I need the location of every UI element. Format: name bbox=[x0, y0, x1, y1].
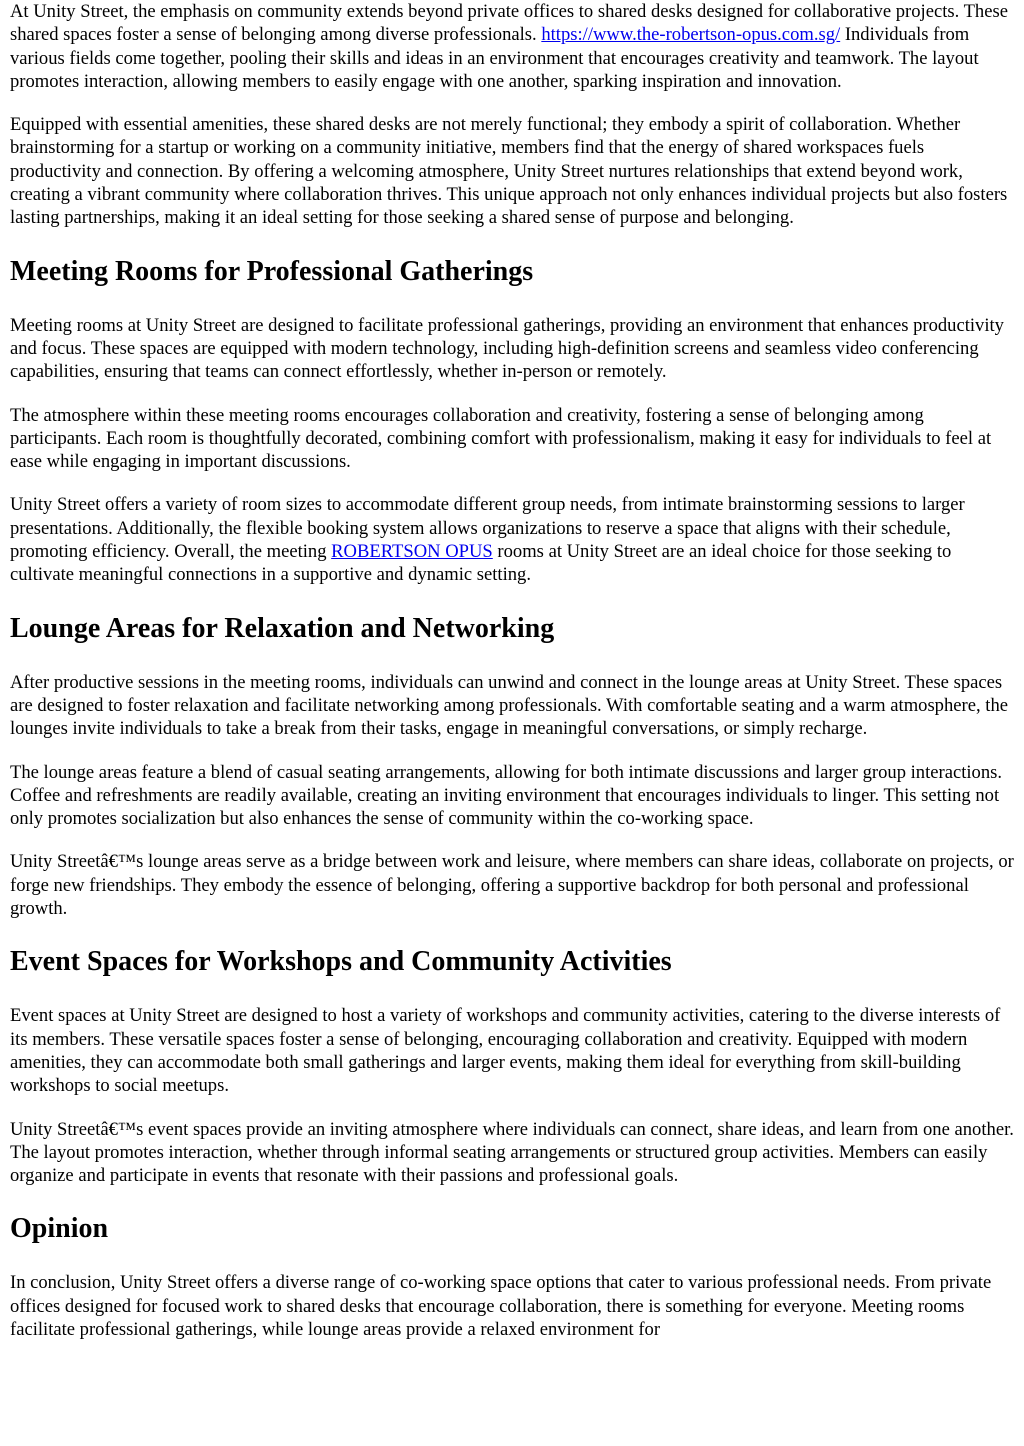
lounge-paragraph-bridge: Unity Streetâ€™s lounge areas serve as a bridge between work and leisure, where members can share ideas, collaborate on projects, or forge new friendships. They embody the essence of belonging, offering a supportive backdrop for both personal and professional growth. bbox=[10, 851, 1014, 920]
robertson-opus-url-link[interactable]: https://www.the-robertson-opus.com.sg/ bbox=[541, 24, 841, 46]
lounge-paragraph-seating: The lounge areas feature a blend of casual seating arrangements, allowing for both intimate discussions and larger group interactions. Coffee and refreshments are readily available, creating an inviting environment that encourages individuals to linger. This setting not only promotes socialization but also enhances the sense of community within the co-working space. bbox=[10, 761, 1003, 830]
meeting-text-after-link: rooms at Unity Street are an ideal choice for those seeking to cultivate meaningful connections in a supportive and dynamic setting. bbox=[10, 541, 952, 586]
event-spaces-heading: Event Spaces for Workshops and Community Activities bbox=[10, 946, 672, 978]
opinion-heading: Opinion bbox=[10, 1213, 109, 1245]
events-paragraph-atmosphere: Unity Streetâ€™s event spaces provide an inviting atmosphere where individuals can connect, share ideas, and learn from one another. The layout promotes interaction, whether through informal seating arrangements or structured group activities. Members can easily organize and participate in events that resonate with their passions and professional goals. bbox=[10, 1118, 1014, 1187]
lounge-areas-heading: Lounge Areas for Relaxation and Networking bbox=[10, 612, 555, 644]
events-paragraph-workshops: Event spaces at Unity Street are designed to host a variety of workshops and community activities, catering to the diverse interests of its members. These versatile spaces foster a sense of belonging, encouraging collaboration and creativity. Equipped with modern amenities, they can accommodate both small gatherings and larger events, making them ideal for everything from skill-building workshops to social meetups. bbox=[10, 1005, 1001, 1097]
intro-text-before-link: At Unity Street, the emphasis on community extends beyond private offices to shared desks designed for collaborative projects. These shared spaces foster a sense of belonging among diverse professionals. bbox=[10, 1, 1008, 46]
intro-paragraph-shared-desks bbox=[10, 0, 1014, 93]
meeting-paragraph-room-sizes bbox=[10, 493, 1014, 586]
meeting-rooms-heading: Meeting Rooms for Professional Gatherings bbox=[10, 255, 534, 287]
meeting-text-before-link: Unity Street offers a variety of room sizes to accommodate different group needs, from intimate brainstorming sessions to larger presentations. Additionally, the flexible booking system allows organizations to reserve a space that aligns with their schedule, promoting efficiency. Overall, the meeting bbox=[10, 494, 965, 563]
meeting-paragraph-technology: Meeting rooms at Unity Street are designed to facilitate professional gatherings, providing an environment that enhances productivity and focus. These spaces are equipped with modern technology, including high-definition screens and seamless video conferencing capabilities, ensuring that teams can connect effortlessly, whether in-person or remotely. bbox=[10, 314, 1004, 383]
intro-paragraph-amenities: Equipped with essential amenities, these shared desks are not merely functional; they embody a spirit of collaboration. Whether brainstorming for a startup or working on a community initiative, members find that the energy of shared workspaces fuels productivity and connection. By offering a welcoming atmosphere, Unity Street nurtures relationships that extend beyond work, creating a vibrant community where collaboration thrives. This unique approach not only enhances individual projects but also fosters lasting partnerships, making it an ideal setting for those seeking a shared sense of purpose and belonging. bbox=[10, 114, 1008, 229]
meeting-paragraph-atmosphere: The atmosphere within these meeting rooms encourages collaboration and creativity, fostering a sense of belonging among participants. Each room is thoughtfully decorated, combining comfort with professionalism, making it easy for individuals to feel at ease while engaging in important discussions. bbox=[10, 404, 992, 473]
lounge-paragraph-unwind: After productive sessions in the meeting rooms, individuals can unwind and connect in the lounge areas at Unity Street. These spaces are designed to foster relaxation and facilitate networking among professionals. With comfortable seating and a warm atmosphere, the lounges invite individuals to take a break from their tasks, engage in meaningful conversations, or simply recharge. bbox=[10, 671, 1008, 740]
robertson-opus-link[interactable]: ROBERTSON OPUS bbox=[331, 541, 493, 563]
opinion-paragraph-conclusion: In conclusion, Unity Street offers a diverse range of co-working space options that cater to various professional needs. From private offices designed for focused work to shared desks that encourage collaboration, there is something for everyone. Meeting rooms facilitate professional gatherings, while lounge areas provide a relaxed environment for bbox=[10, 1272, 992, 1340]
intro-text-after-link: Individuals from various fields come together, pooling their skills and ideas in an environment that encourages creativity and teamwork. The layout promotes interaction, allowing members to easily engage with one another, sparking inspiration and innovation. bbox=[10, 24, 979, 92]
